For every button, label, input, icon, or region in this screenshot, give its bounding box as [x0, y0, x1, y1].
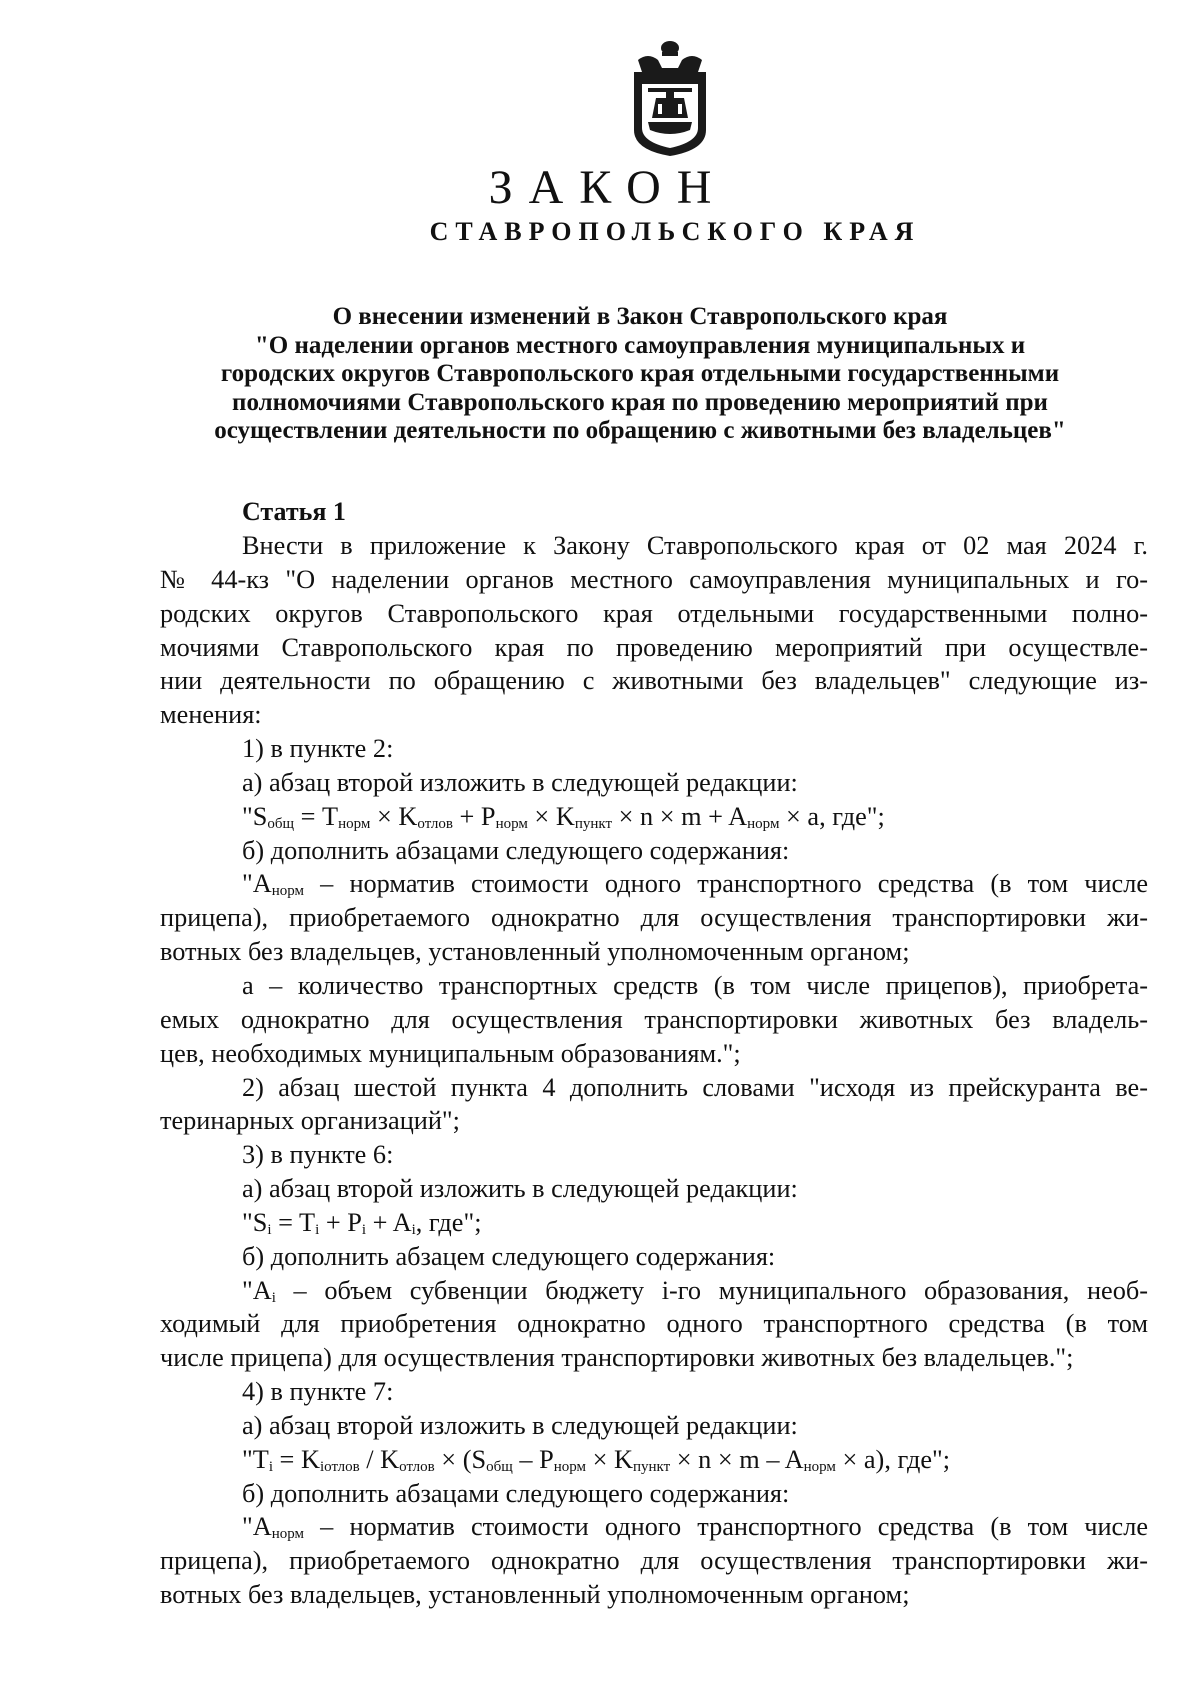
- definition-line: цев, необходимых муниципальным образованиям.";: [160, 1038, 741, 1068]
- law-title: ЗАКОН: [488, 161, 728, 214]
- text-line: нии деятельности по обращению с животными без владельцев" следующие из-: [160, 666, 1148, 696]
- definition-line: "$A_{норм}$ – норматив стоимости одного транспортного средства (в том числе: [242, 1512, 1148, 1543]
- definition-line: вотных без владельцев, установленный уполномоченным органом;: [160, 937, 910, 967]
- definition-line: прицепа), приобретаемого однократно для осуществления транспортировки жи-: [160, 903, 1148, 933]
- item-label: 4) в пункте 7:: [242, 1377, 394, 1407]
- item-label: 2) абзац шестой пункта 4 дополнить словами "исходя из прейскуранта ве-: [242, 1072, 1148, 1102]
- coat-of-arms-emblem: [628, 38, 712, 158]
- document-heading: [160, 303, 1120, 446]
- definition-line: числе прицепа) для осуществления транспортировки животных без владельцев.";: [160, 1343, 1074, 1373]
- definition-line: "$A_i$ – объем субвенции бюджету i-го муниципального образования, необ-: [242, 1275, 1148, 1306]
- definition-line: вотных без владельцев, установленный уполномоченным органом;: [160, 1580, 910, 1610]
- formula-line: "$T_i = K_{iотлов} / K_{отлов} \times (S_{общ} - P_{норм} \times K_{пункт} \times n \times m - A_{норм} \times a)$, где";: [242, 1444, 951, 1475]
- heading-line: городских округов Ставропольского края отдельными государственными: [220, 360, 1060, 387]
- formula-line: "$S_i = T_i + P_i + A_i$, где";: [242, 1207, 482, 1238]
- text-line: мочиями Ставропольского края по проведению мероприятий при осуществле-: [160, 632, 1148, 662]
- heading-line: О внесении изменений в Закон Ставропольского края: [332, 303, 948, 330]
- text-line: теринарных организаций";: [160, 1106, 460, 1136]
- subitem-line: а) абзац второй изложить в следующей редакции:: [242, 767, 798, 797]
- text-line: менения:: [160, 700, 262, 730]
- definition-line: емых однократно для осуществления транспортировки животных без владель-: [160, 1004, 1148, 1034]
- text-line: Внести в приложение к Закону Ставропольского края от 02 мая 2024 г.: [242, 531, 1148, 560]
- document-body: [160, 529, 1148, 1612]
- formula-line: "$S_{общ} = T_{норм} \times K_{отлов} + P_{норм} \times K_{пункт} \times n \times m + A_{норм} \times a$, где";: [242, 801, 885, 832]
- heading-line: "О наделении органов местного самоуправления муниципальных и: [254, 331, 1026, 359]
- subitem-line: а) абзац второй изложить в следующей редакции:: [242, 1174, 798, 1204]
- item-label: 1) в пункте 2:: [242, 734, 394, 764]
- subitem-line: б) дополнить абзацами следующего содержания:: [242, 835, 790, 865]
- law-region-subtitle: СТАВРОПОЛЬСКОГО КРАЯ: [429, 217, 921, 246]
- subitem-line: б) дополнить абзацами следующего содержания:: [242, 1478, 790, 1508]
- definition-line: ходимый для приобретения однократно одного транспортного средства (в том: [160, 1309, 1148, 1339]
- definition-line: прицепа), приобретаемого однократно для осуществления транспортировки жи-: [160, 1546, 1148, 1576]
- item-label: 3) в пункте 6:: [242, 1140, 394, 1170]
- text-line: № 44-кз "О наделении органов местного самоуправления муниципальных и го-: [160, 564, 1148, 594]
- article-title: Статья 1: [242, 497, 346, 526]
- definition-line: а – количество транспортных средств (в том числе прицепов), приобрета-: [242, 970, 1148, 1000]
- heading-line: полномочиями Ставропольского края по проведению мероприятий при: [232, 388, 1048, 416]
- subitem-line: б) дополнить абзацем следующего содержания:: [242, 1241, 776, 1271]
- heading-line: осуществлении деятельности по обращению с животными без владельцев": [214, 417, 1066, 444]
- subitem-line: а) абзац второй изложить в следующей редакции:: [242, 1410, 798, 1440]
- text-line: родских округов Ставропольского края отдельными государственными полно-: [160, 598, 1148, 628]
- definition-line: "$A_{норм}$ – норматив стоимости одного транспортного средства (в том числе: [242, 869, 1148, 900]
